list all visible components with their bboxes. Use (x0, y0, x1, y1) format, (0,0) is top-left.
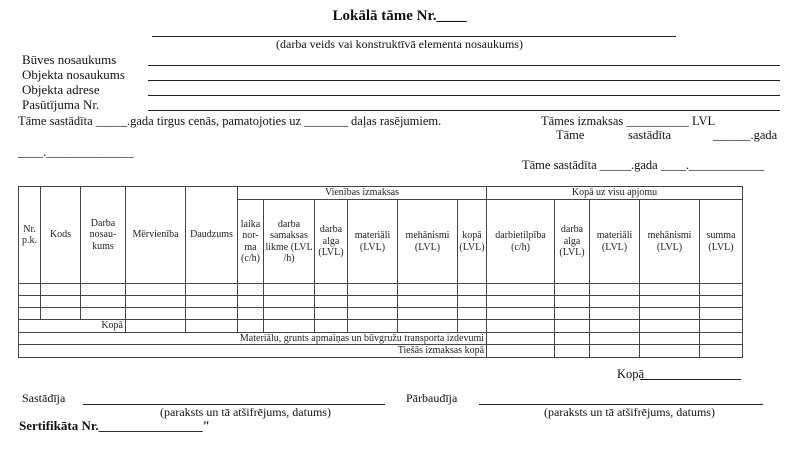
field-buves-line[interactable] (148, 65, 780, 66)
table-cell[interactable] (348, 320, 398, 333)
col-header-kods: Kods (41, 187, 81, 284)
table-cell[interactable] (186, 308, 238, 320)
estimate-table (18, 186, 743, 358)
table-cell[interactable] (640, 345, 700, 358)
table-cell[interactable] (700, 284, 743, 296)
field-buves-label: Būves nosaukums (22, 52, 117, 67)
table-cell[interactable] (81, 308, 126, 320)
table-cell[interactable] (590, 284, 640, 296)
table-cell[interactable] (398, 296, 458, 308)
table-cell[interactable] (264, 308, 315, 320)
table-cell[interactable] (700, 345, 743, 358)
table-cell[interactable] (81, 284, 126, 296)
field-objekta-adr-line[interactable] (148, 95, 780, 96)
sertifikata-nr: Sertifikāta Nr.________________" (19, 418, 210, 433)
table-cell[interactable] (398, 308, 458, 320)
footer-kopa-label: Kopā (617, 367, 645, 381)
table-cell[interactable] (590, 332, 640, 345)
field-objekta-nos-label: Objekta nosaukums (22, 67, 125, 82)
table-cell[interactable] (458, 296, 487, 308)
field-pasutijuma-label: Pasūtījuma Nr. (22, 97, 100, 112)
parbaudija-label: Pārbaudīja (406, 391, 458, 405)
col-header-mervieniba: Mērvienība (126, 187, 186, 284)
table-cell[interactable] (126, 296, 186, 308)
field-pasutijuma-line[interactable] (148, 110, 780, 111)
table-cell[interactable] (555, 296, 590, 308)
table-cell[interactable] (19, 308, 41, 320)
col-header-mehanismi-2: mehānismi (LVL) (640, 200, 700, 284)
table-row (19, 296, 743, 308)
materialu-row (19, 332, 743, 345)
table-cell[interactable] (555, 284, 590, 296)
field-objekta-adr-label: Objekta adrese (22, 82, 100, 97)
table-cell[interactable] (186, 320, 238, 333)
date-continuation: ____.______________ (18, 145, 134, 159)
table-cell[interactable] (590, 345, 640, 358)
col-header-summa: summa (LVL) (700, 200, 743, 284)
table-cell[interactable] (555, 308, 590, 320)
table-cell[interactable] (264, 296, 315, 308)
ticsas-row (19, 345, 743, 358)
table-cell[interactable] (700, 320, 743, 333)
table-cell[interactable] (640, 284, 700, 296)
table-cell[interactable] (458, 284, 487, 296)
table-cell[interactable] (487, 332, 555, 345)
table-row (19, 284, 743, 296)
table-cell[interactable] (398, 320, 458, 333)
sastadija-label: Sastādīja (22, 391, 66, 405)
table-cell[interactable] (458, 320, 487, 333)
table-cell[interactable] (41, 296, 81, 308)
table-cell[interactable] (590, 308, 640, 320)
table-cell[interactable] (640, 332, 700, 345)
table-cell[interactable] (238, 320, 264, 333)
table-cell[interactable] (126, 320, 186, 333)
col-header-materiali-2: materiāli (LVL) (590, 200, 640, 284)
table-cell[interactable] (264, 320, 315, 333)
col-header-darba-alga-2: darba alga (LVL) (555, 200, 590, 284)
table-cell[interactable] (555, 345, 590, 358)
table-cell[interactable] (590, 320, 640, 333)
table-cell[interactable] (126, 308, 186, 320)
table-cell[interactable] (640, 296, 700, 308)
col-header-kopa: kopā (LVL) (458, 200, 487, 284)
table-cell[interactable] (315, 296, 348, 308)
tame-sastadita-date: Tāme sastādīta _____.gada ____.____________ (522, 158, 764, 172)
table-cell[interactable] (81, 296, 126, 308)
kopa-row (19, 320, 743, 333)
table-cell[interactable] (348, 308, 398, 320)
table-cell[interactable] (315, 308, 348, 320)
table-cell[interactable] (487, 296, 555, 308)
work-type-caption: (darba veids vai konstruktīvā elementa nosaukums) (276, 37, 523, 51)
table-cell[interactable] (264, 284, 315, 296)
col-header-materiali: materiāli (LVL) (348, 200, 398, 284)
col-header-laika-norma: laika nor- ma (c/h) (238, 200, 264, 284)
table-cell[interactable] (19, 284, 41, 296)
table-cell[interactable] (238, 284, 264, 296)
table-cell[interactable] (398, 284, 458, 296)
table-cell[interactable] (700, 332, 743, 345)
table-cell[interactable] (126, 284, 186, 296)
ticsas-row-label: Tiešās izmaksas kopā (19, 345, 487, 358)
tames-izmaksas: Tāmes izmaksas __________ LVL (541, 114, 716, 128)
table-cell[interactable] (555, 320, 590, 333)
table-cell[interactable] (19, 296, 41, 308)
kopa-row-label: Kopā (19, 320, 126, 333)
table-cell[interactable] (238, 308, 264, 320)
col-header-samaksas-likme: darba samaksas likme (LVL /h) (264, 200, 315, 284)
paraksts-caption-1: (paraksts un tā atšifrējums, datums) (160, 405, 331, 419)
col-header-darbietilpiba: darbietilpība (c/h) (487, 200, 555, 284)
document-title: Lokālā tāme Nr.____ (332, 8, 467, 24)
table-cell[interactable] (590, 296, 640, 308)
table-cell[interactable] (487, 308, 555, 320)
table-cell[interactable] (238, 296, 264, 308)
table-cell[interactable] (41, 308, 81, 320)
col-header-darba-nosaukums: Darba nosau- kums (81, 187, 126, 284)
table-cell[interactable] (555, 332, 590, 345)
table-cell[interactable] (700, 296, 743, 308)
table-cell[interactable] (348, 296, 398, 308)
materialu-row-label: Materiālu, grunts apmaiņas un būvgružu transporta izdevumi (19, 332, 487, 345)
table-cell[interactable] (458, 308, 487, 320)
table-row (19, 308, 743, 320)
table-cell[interactable] (487, 320, 555, 333)
table-cell[interactable] (640, 308, 700, 320)
group-header-vienibas: Vienības izmaksas (238, 187, 487, 200)
table-cell[interactable] (315, 284, 348, 296)
footer-kopa-line[interactable] (640, 379, 741, 380)
gada-tail: ______.gada (713, 128, 778, 142)
col-header-daudzums: Daudzums (186, 187, 238, 284)
table-cell[interactable] (41, 284, 81, 296)
table-cell[interactable] (348, 284, 398, 296)
table-cell[interactable] (487, 345, 555, 358)
col-header-darba-alga: darba alga (LVL) (315, 200, 348, 284)
sastadita-label: sastādīta (628, 128, 672, 142)
table-cell[interactable] (487, 284, 555, 296)
tame-label: Tāme (556, 128, 585, 142)
table-cell[interactable] (700, 308, 743, 320)
field-objekta-nos-line[interactable] (148, 80, 780, 81)
tame-tirgus-line: Tāme sastādīta _____.gada tirgus cenās, pamatojoties uz _______ daļas rasējumiem. (18, 114, 442, 128)
group-header-kopa: Kopā uz visu apjomu (487, 187, 743, 200)
table-cell[interactable] (186, 296, 238, 308)
table-cell[interactable] (186, 284, 238, 296)
col-header-nr: Nr. p.k. (19, 187, 41, 284)
table-cell[interactable] (640, 320, 700, 333)
paraksts-caption-2: (paraksts un tā atšifrējums, datums) (544, 405, 715, 419)
col-header-mehanismi: mehānismi (LVL) (398, 200, 458, 284)
table-cell[interactable] (315, 320, 348, 333)
